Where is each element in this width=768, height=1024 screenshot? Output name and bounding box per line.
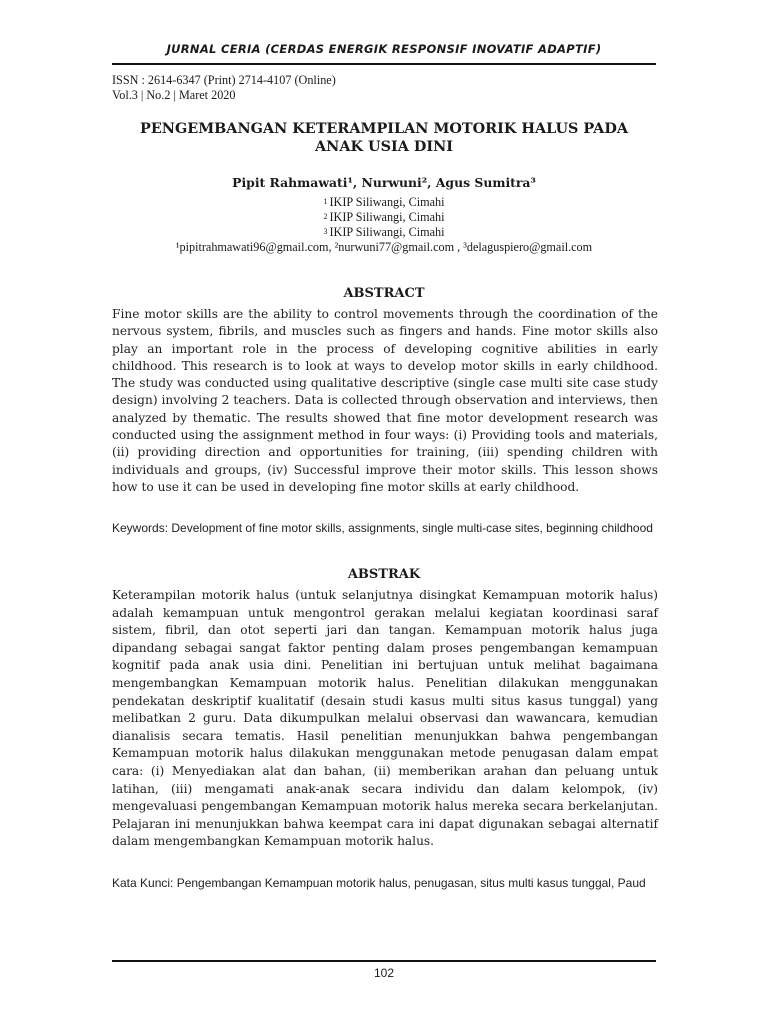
author-list: Pipit Rahmawati¹, Nurwuni², Agus Sumitra³	[232, 175, 536, 190]
title-line-2: ANAK USIA DINI	[315, 138, 453, 155]
journal-info	[112, 73, 336, 103]
affiliation-1: $^1$ IKIP Siliwangi, Cimahi	[323, 195, 445, 209]
affiliations	[112, 195, 656, 255]
abstract-heading: ABSTRACT	[343, 286, 425, 301]
paper-title	[112, 120, 656, 156]
abstrak-heading: ABSTRAK	[347, 567, 421, 582]
abstract-keywords: Keywords: Development of fine motor skills, assignments, single multi-case sites, beginning childhood	[112, 521, 653, 535]
abstract-body: Fine motor skills are the ability to control movements through the coordination of the nervous system, fibrils, and muscles such as fingers and hands. Fine motor skills also play an important role in the process of developing cognitive abilities in early childhood. This research is to look at ways to develop motor skills in early childhood. The study was conducted using qualitative descriptive (single case multi site case study design) involving 2 teachers. Data is collected through observation and interviews, then analyzed by thematic. The results showed that fine motor development research was conducted using the assignment method in four ways: (i) Providing tools and materials, (ii) providing direction and opportunities for training, (iii) spending children with individuals and groups, (iv) Successful improve their motor skills. This lesson shows how to use it can be used in developing fine motor skills at early childhood.	[112, 307, 658, 494]
journal-header: JURNAL CERIA (CERDAS ENERGIK RESPONSIF INOVATIF ADAPTIF)	[166, 42, 602, 56]
affiliation-3: $^3$ IKIP Siliwangi, Cimahi	[323, 225, 445, 239]
author-emails: ¹pipitrahmawati96@gmail.com, ²nurwuni77@gmail.com , ³delaguspiero@gmail.com	[175, 240, 593, 254]
page-number: 102	[373, 966, 395, 980]
affiliation-2: $^2$ IKIP Siliwangi, Cimahi	[323, 210, 445, 224]
title-line-1: PENGEMBANGAN KETERAMPILAN MOTORIK HALUS PADA	[140, 120, 628, 137]
issn-line: ISSN : 2614-6347 (Print) 2714-4107 (Online)	[112, 73, 336, 87]
header-rule	[112, 63, 656, 65]
footer-rule	[112, 960, 656, 962]
abstrak-body: Keterampilan motorik halus (untuk selanjutnya disingkat Kemampuan motorik halus) adalah kemampuan untuk mengontrol gerakan melalui kegiatan koordinasi saraf sistem, fibril, dan otot seperti jari dan tangan. Kemampuan motorik halus juga dipandang sebagai sangat faktor penting dalam proses pengembangan kemampuan kognitif pada anak usia dini. Penelitian ini bertujuan untuk melihat bagaimana mengembangkan Kemampuan motorik halus. Penelitian dilakukan menggunakan pendekatan deskriptif kualitatif (desain studi kasus multi situs kasus tunggal) yang melibatkan 2 guru. Data dikumpulkan melalui observasi dan wawancara, kemudian dianalisis secara tematis. Hasil penelitian menunjukkan bahwa pengembangan Kemampuan motorik halus dilakukan menggunakan metode penugasan dalam empat cara: (i) Menyediakan alat dan bahan, (ii) memberikan arahan dan peluang untuk latihan, (iii) mengamati anak-anak secara individu dan dalam kelompok, (iv) mengevaluasi pengembangan Kemampuan motorik halus mereka secara berkelanjutan. Pelajaran ini menunjukkan bahwa keempat cara ini dapat digunakan sebagai alternatif dalam mengembangkan Kemampuan motorik halus.	[112, 588, 658, 849]
volume-line: Vol.3 | No.2 | Maret 2020	[112, 88, 236, 102]
abstrak-keywords: Kata Kunci: Pengembangan Kemampuan motorik halus, penugasan, situs multi kasus tunggal, Paud	[112, 876, 646, 890]
